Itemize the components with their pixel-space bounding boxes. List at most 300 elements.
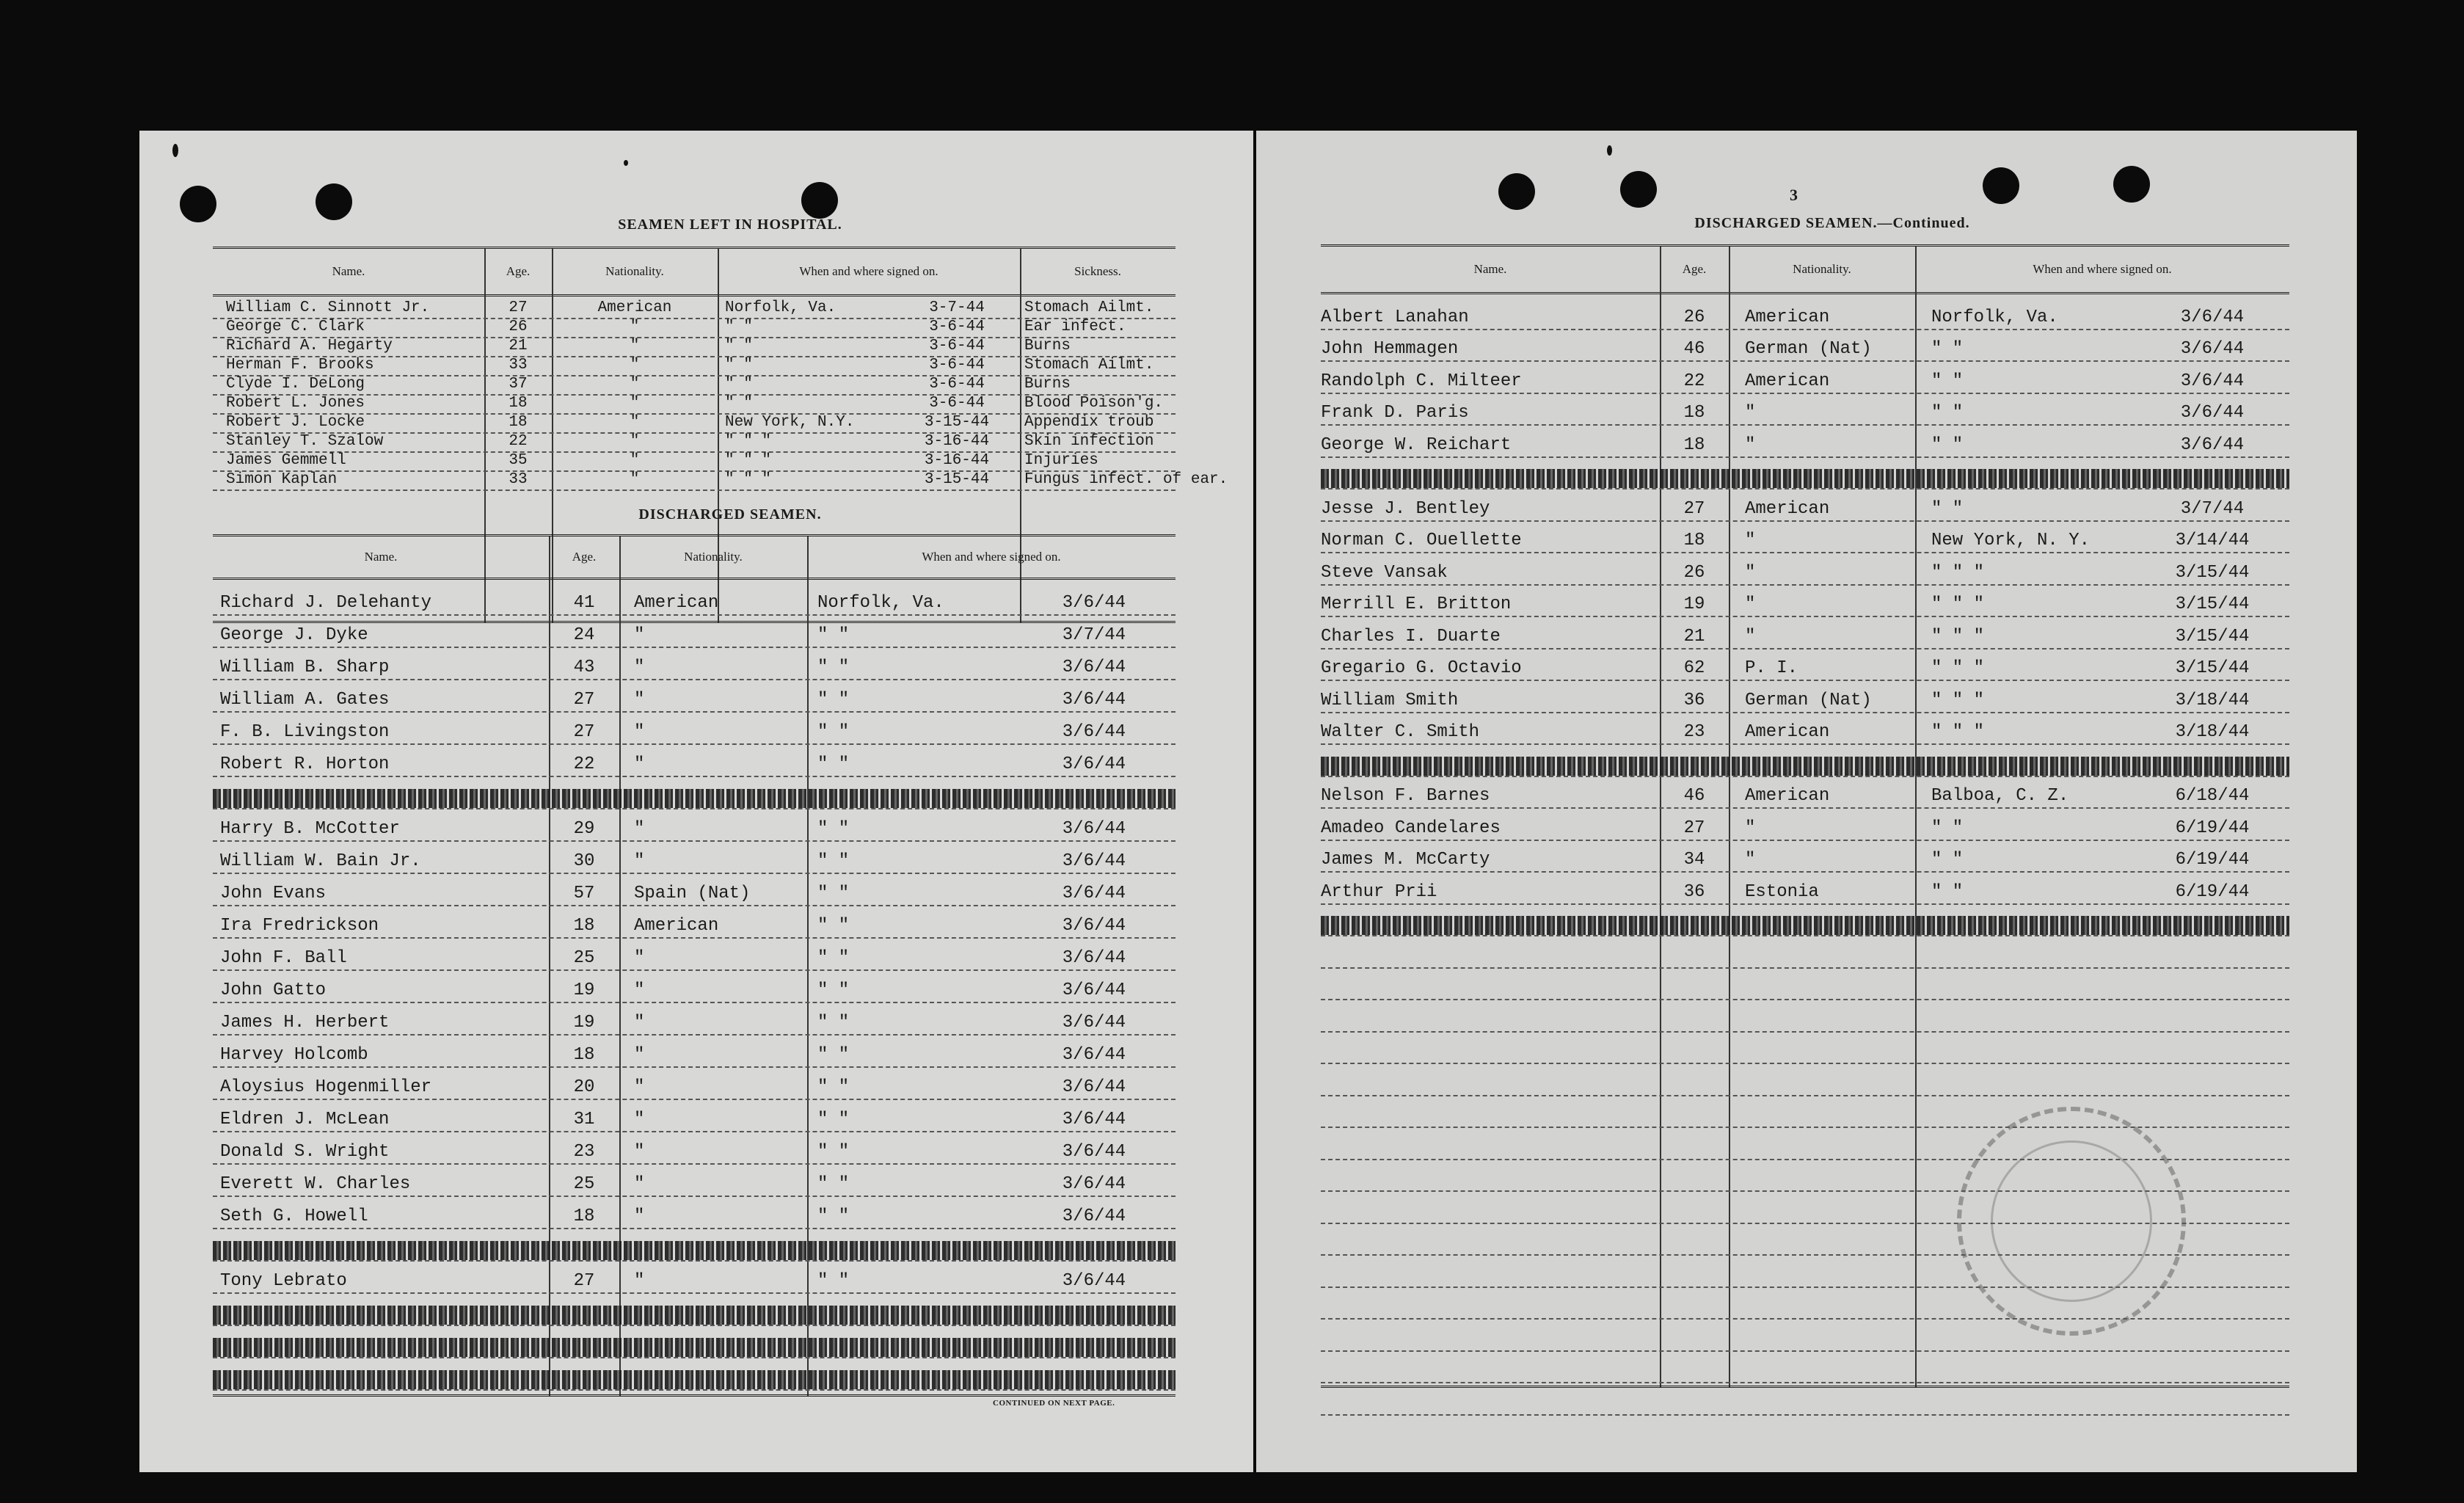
cell-nationality: German (Nat) <box>1745 339 1872 359</box>
table-row <box>213 647 1175 680</box>
cell-nationality: " <box>634 625 645 645</box>
cell-age: 27 <box>509 299 528 316</box>
cell-signed-place <box>1915 1031 2151 1063</box>
cell-age <box>1660 1095 1729 1127</box>
cell-age: 18 <box>1683 403 1705 423</box>
cell-age <box>1660 1031 1729 1063</box>
struck-out-entry <box>1321 916 2289 935</box>
cell-nationality <box>1729 1287 1931 1319</box>
cell-signed-place: Balboa, C. Z. <box>1931 786 2069 806</box>
cell-name: Arthur Prii <box>1321 881 1437 902</box>
cell-name <box>1321 1190 1660 1223</box>
cell-name <box>1321 967 1660 1000</box>
cell-signed-place: New York, N.Y. <box>725 414 855 431</box>
cell-signed-date: 6/19/44 <box>2175 881 2250 902</box>
cell-signed-date: 3-15-44 <box>924 471 990 488</box>
cell-sickness: Appendix troub <box>1024 414 1154 431</box>
cell-name: William B. Sharp <box>220 658 390 677</box>
cell-signed-date: 3/7/44 <box>1062 625 1126 645</box>
table-row <box>1321 488 2289 522</box>
table-row <box>213 1196 1175 1229</box>
cell-nationality <box>1729 935 1931 967</box>
cell-signed-place <box>1915 935 2151 967</box>
cell-nationality: " <box>634 1077 645 1097</box>
cell-age: 19 <box>1683 594 1705 614</box>
cell-name <box>1321 1254 1660 1287</box>
cell-signed-date: 3-6-44 <box>929 395 985 412</box>
cell-age: 36 <box>1683 881 1705 902</box>
cell-age: 18 <box>573 1045 595 1065</box>
cell-signed-place <box>1915 1350 2151 1383</box>
cell-age: 23 <box>1683 722 1705 742</box>
cell-nationality: " <box>630 319 640 335</box>
table-row <box>213 582 1175 616</box>
cell-signed-date: 3-6-44 <box>929 338 985 354</box>
cell-name: Amadeo Candelares <box>1321 818 1501 838</box>
table-row <box>1321 743 2289 777</box>
cell-nationality <box>1729 1031 1931 1063</box>
cell-signed-place: " " <box>1931 850 1964 870</box>
table-row <box>1321 329 2289 363</box>
cell-signed-date: 3-7-44 <box>929 299 985 316</box>
cell-name: Albert Lanahan <box>1321 307 1469 327</box>
cell-signed-place: " " <box>817 980 850 1000</box>
table-row <box>213 375 1175 396</box>
header-name: Name. <box>364 550 398 564</box>
cell-signed-place: " " <box>1931 339 1964 359</box>
cell-signed-date: 3-15-44 <box>924 414 990 431</box>
cell-name: George J. Dyke <box>220 625 368 645</box>
table-row <box>213 776 1175 809</box>
cell-name: William W. Bain Jr. <box>220 851 421 871</box>
cell-name <box>1321 1159 1660 1191</box>
table-row <box>1321 680 2289 713</box>
cell-signed-place: " " <box>1931 881 1964 902</box>
cell-signed-place: " " <box>817 851 850 871</box>
cell-age: 21 <box>509 338 528 354</box>
cell-sickness: Burns <box>1024 376 1071 393</box>
speck <box>172 144 178 157</box>
cell-age <box>1660 1127 1729 1159</box>
cell-nationality: Estonia <box>1745 881 1819 902</box>
cell-age: 33 <box>509 471 528 488</box>
cell-age: 26 <box>1683 562 1705 583</box>
table-row <box>1321 584 2289 618</box>
table-row <box>1321 1031 2289 1065</box>
cell-name: John F. Ball <box>220 948 347 968</box>
cell-signed-date: 3/6/44 <box>1062 1271 1126 1291</box>
cell-signed-date: 3/15/44 <box>2175 594 2250 614</box>
punch-hole <box>2113 166 2150 203</box>
table-row <box>213 711 1175 745</box>
cell-age: 57 <box>573 884 595 903</box>
table-row <box>213 299 1175 319</box>
header-name: Name. <box>332 264 365 278</box>
cell-nationality: " <box>1745 403 1756 423</box>
cell-nationality: American <box>1745 722 1830 742</box>
cell-name: Robert L. Jones <box>226 395 365 412</box>
punch-hole <box>801 182 838 219</box>
cell-signed-place: " " <box>1931 818 1964 838</box>
cell-age <box>1660 1287 1729 1319</box>
cell-name: William A. Gates <box>220 690 390 710</box>
cell-age: 27 <box>573 722 595 742</box>
cell-name <box>1321 1318 1660 1350</box>
header-age: Age. <box>1682 262 1707 276</box>
cell-age <box>1660 935 1729 967</box>
punch-hole <box>316 183 352 220</box>
struck-out-entry <box>1321 469 2289 488</box>
table-row <box>213 1066 1175 1100</box>
circular-stamp <box>1957 1107 2186 1336</box>
header-signed-on: When and where signed on. <box>922 550 1061 564</box>
cell-nationality <box>1729 1063 1931 1095</box>
table-row <box>213 1034 1175 1068</box>
cell-nationality <box>1729 1254 1931 1287</box>
cell-signed-place: " " " <box>725 471 772 488</box>
cell-name: Steve Vansak <box>1321 562 1448 583</box>
cell-name: Harry B. McCotter <box>220 819 400 839</box>
table-row <box>1321 871 2289 905</box>
cell-signed-date: 3/18/44 <box>2175 722 2250 742</box>
table-bottom-rule <box>213 1394 1175 1397</box>
cell-age: 22 <box>509 433 528 450</box>
cell-signed-date: 3/6/44 <box>1062 1174 1126 1194</box>
table-row <box>1321 712 2289 746</box>
table-row <box>1321 393 2289 426</box>
header-signed-on: When and where signed on. <box>2033 262 2172 276</box>
cell-name: Stanley T. Szalow <box>226 433 384 450</box>
header-nationality: Nationality. <box>605 264 664 278</box>
table-row <box>213 937 1175 971</box>
cell-signed-date: 3-6-44 <box>929 376 985 393</box>
cell-name: Harvey Holcomb <box>220 1045 368 1065</box>
cell-name: George C. Clark <box>226 319 365 335</box>
cell-nationality: " <box>634 1110 645 1129</box>
cell-name <box>1321 1031 1660 1063</box>
header-nationality: Nationality. <box>1793 262 1851 276</box>
cell-signed-place: " " <box>817 625 850 645</box>
cell-name: William C. Sinnott Jr. <box>226 299 430 316</box>
table-row <box>213 1357 1175 1391</box>
cell-signed-date: 3/6/44 <box>1062 1045 1126 1065</box>
cell-nationality: P. I. <box>1745 658 1798 678</box>
cell-signed-place: " " <box>1931 403 1964 423</box>
cell-name: Walter C. Smith <box>1321 722 1480 742</box>
cell-nationality: " <box>634 754 645 774</box>
cell-nationality: American <box>597 299 672 316</box>
cell-nationality: " <box>1745 626 1756 647</box>
cell-signed-date: 3-6-44 <box>929 357 985 374</box>
cell-age: 18 <box>573 916 595 936</box>
table-row <box>1321 552 2289 586</box>
cell-nationality <box>1729 1127 1931 1159</box>
table-row <box>213 1131 1175 1165</box>
struck-out-entry <box>213 1338 1175 1357</box>
cell-nationality: " <box>634 1207 645 1226</box>
table-row <box>1321 520 2289 554</box>
cell-signed-date: 3/6/44 <box>1062 1013 1126 1033</box>
cell-signed-date: 3/6/44 <box>1062 916 1126 936</box>
cell-sickness: Stomach Ailmt. <box>1024 357 1154 374</box>
header-age: Age. <box>572 550 597 564</box>
cell-age: 27 <box>1683 818 1705 838</box>
discharged-table <box>213 534 1175 1397</box>
cell-nationality: " <box>634 819 645 839</box>
cell-nationality <box>1729 967 1931 1000</box>
table-row <box>1321 807 2289 841</box>
cell-nationality: American <box>1745 498 1830 519</box>
cell-signed-date: 3/6/44 <box>2180 403 2245 423</box>
cell-signed-place: " " <box>817 1013 850 1033</box>
table-row <box>213 1228 1175 1262</box>
cell-sickness: Fungus infect. of ear. <box>1024 471 1228 488</box>
cell-signed-date: 3/18/44 <box>2175 690 2250 710</box>
cell-signed-date <box>2135 999 2289 1031</box>
cell-name: Norman C. Ouellette <box>1321 531 1522 550</box>
cell-name: James H. Herbert <box>220 1013 390 1033</box>
cell-name <box>1321 1287 1660 1319</box>
cell-nationality: American <box>1745 786 1830 806</box>
cell-age: 41 <box>573 593 595 613</box>
cell-signed-place: " " " <box>1931 722 1985 742</box>
cell-nationality <box>1729 1190 1931 1223</box>
cell-signed-place: " " <box>725 376 753 393</box>
cell-age <box>1660 1063 1729 1095</box>
cell-age: 31 <box>573 1110 595 1129</box>
punch-hole <box>1498 173 1535 210</box>
cell-age <box>1660 967 1729 1000</box>
cell-nationality: " <box>1745 594 1756 614</box>
cell-signed-place: Norfolk, Va. <box>1931 307 2058 327</box>
cell-age: 36 <box>1683 690 1705 710</box>
cell-name: Clyde I. DeLong <box>226 376 365 393</box>
cell-signed-date <box>2135 935 2289 967</box>
cell-age <box>1660 1254 1729 1287</box>
cell-name: Robert R. Horton <box>220 754 390 774</box>
cell-signed-place: " " <box>817 722 850 742</box>
table-row <box>213 743 1175 777</box>
cell-age: 25 <box>573 948 595 968</box>
table-row <box>213 873 1175 906</box>
cell-age <box>1660 1318 1729 1350</box>
cell-signed-date <box>2135 967 2289 1000</box>
cell-name: Merrill E. Britton <box>1321 594 1512 614</box>
cell-age: 37 <box>509 376 528 393</box>
cell-nationality <box>1729 1318 1931 1350</box>
cell-signed-place: " " <box>725 395 753 412</box>
cell-nationality: American <box>634 593 719 613</box>
header-name: Name. <box>1473 262 1507 276</box>
cell-signed-place: " " <box>817 658 850 677</box>
cell-sickness: Stomach Ailmt. <box>1024 299 1154 316</box>
cell-signed-date: 3/6/44 <box>1062 754 1126 774</box>
struck-out-entry <box>1321 757 2289 776</box>
cell-age: 27 <box>1683 498 1705 519</box>
cell-age: 34 <box>1683 850 1705 870</box>
cell-signed-place: " " <box>817 1271 850 1291</box>
cell-nationality: " <box>634 1174 645 1194</box>
header-signed-on: When and where signed on. <box>799 264 938 278</box>
cell-nationality <box>1729 1223 1931 1255</box>
cell-signed-date: 3/6/44 <box>1062 593 1126 613</box>
table-row <box>213 614 1175 648</box>
cell-signed-date: 3/15/44 <box>2175 562 2250 583</box>
cell-name: Eldren J. McLean <box>220 1110 390 1129</box>
cell-name: Everett W. Charles <box>220 1174 411 1194</box>
cell-name: Aloysius Hogenmiller <box>220 1077 432 1097</box>
header-age: Age. <box>506 264 531 278</box>
cell-signed-date <box>2135 1318 2289 1350</box>
cell-signed-date: 3-16-44 <box>924 452 990 469</box>
cell-signed-place: " " <box>725 357 753 374</box>
cell-signed-date: 3/6/44 <box>1062 884 1126 903</box>
cell-name: Gregario G. Octavio <box>1321 658 1522 678</box>
cell-age: 25 <box>573 1174 595 1194</box>
cell-nationality: " <box>634 658 645 677</box>
table-row <box>1321 1095 2289 1129</box>
cell-signed-place: " " <box>817 948 850 968</box>
cell-age <box>1660 1223 1729 1255</box>
cell-age: 22 <box>1683 371 1705 391</box>
cell-age <box>1660 999 1729 1031</box>
cell-signed-place: Norfolk, Va. <box>817 593 944 613</box>
cell-name: James M. McCarty <box>1321 850 1490 870</box>
cell-signed-place <box>1915 1063 2151 1095</box>
cell-signed-date: 3/6/44 <box>1062 819 1126 839</box>
table-row <box>1321 967 2289 1001</box>
struck-out-entry <box>213 789 1175 808</box>
cell-signed-place: Norfolk, Va. <box>725 299 836 316</box>
cell-name: Simon Kaplan <box>226 471 338 488</box>
cell-name: Tony Lebrato <box>220 1271 347 1291</box>
cell-signed-date: 6/19/44 <box>2175 850 2250 870</box>
cell-name: Charles I. Duarte <box>1321 626 1501 647</box>
cell-age: 24 <box>573 625 595 645</box>
cell-signed-place: " " <box>725 338 753 354</box>
table-row <box>213 356 1175 376</box>
cell-signed-place <box>1915 967 2151 1000</box>
cell-age <box>1660 1190 1729 1223</box>
cell-age: 46 <box>1683 786 1705 806</box>
cell-age: 27 <box>573 1271 595 1291</box>
table-row <box>1321 1318 2289 1352</box>
table-row <box>1321 999 2289 1033</box>
cell-name <box>1321 1095 1660 1127</box>
cell-nationality: " <box>630 414 640 431</box>
cell-signed-date: 6/19/44 <box>2175 818 2250 838</box>
cell-age: 21 <box>1683 626 1705 647</box>
table-row <box>213 337 1175 357</box>
cell-signed-place: " " " <box>1931 562 1985 583</box>
cell-signed-date: 3/6/44 <box>1062 1077 1126 1097</box>
cell-signed-date: 3/6/44 <box>1062 851 1126 871</box>
cell-signed-date: 3/6/44 <box>2180 371 2245 391</box>
speck <box>624 160 628 166</box>
cell-signed-place: " " " <box>725 452 772 469</box>
table-row <box>1321 840 2289 873</box>
cell-age: 18 <box>1683 531 1705 550</box>
cell-nationality: " <box>1745 434 1756 455</box>
cell-name: Donald S. Wright <box>220 1142 390 1162</box>
cell-name <box>1321 1223 1660 1255</box>
cell-signed-place: " " " <box>725 433 772 450</box>
table-row <box>213 470 1228 491</box>
cell-age: 26 <box>1683 307 1705 327</box>
cell-nationality: " <box>630 471 640 488</box>
discharged-table-header <box>213 536 1175 580</box>
cell-signed-place: " " <box>817 1077 850 1097</box>
cell-nationality: " <box>634 851 645 871</box>
cell-nationality: " <box>634 948 645 968</box>
cell-nationality: Spain (Nat) <box>634 884 751 903</box>
table-row <box>1321 424 2289 458</box>
cell-signed-date: 3/15/44 <box>2175 626 2250 647</box>
cell-nationality: " <box>1745 818 1756 838</box>
cell-signed-date: 3/6/44 <box>2180 307 2245 327</box>
cell-age: 18 <box>573 1207 595 1226</box>
cell-signed-date: 3-16-44 <box>924 433 990 450</box>
punch-hole <box>1983 167 2019 204</box>
cell-name: Seth G. Howell <box>220 1207 368 1226</box>
cell-signed-place: " " <box>817 884 850 903</box>
cell-age <box>1660 1350 1729 1383</box>
cell-signed-place: " " <box>1931 371 1964 391</box>
cell-name: Ira Fredrickson <box>220 916 379 936</box>
cell-signed-place: " " <box>817 819 850 839</box>
cell-age: 30 <box>573 851 595 871</box>
cell-signed-place: " " <box>817 1045 850 1065</box>
cell-age: 20 <box>573 1077 595 1097</box>
cell-nationality: German (Nat) <box>1745 690 1872 710</box>
cell-name: F. B. Livingston <box>220 722 390 742</box>
table-row <box>213 969 1175 1003</box>
cell-nationality: American <box>1745 307 1830 327</box>
cell-signed-date: 3/6/44 <box>1062 1142 1126 1162</box>
table-row <box>1321 360 2289 394</box>
table-row <box>213 1099 1175 1132</box>
cell-signed-place: " " <box>817 916 850 936</box>
table-row <box>1321 903 2289 937</box>
struck-out-entry <box>213 1370 1175 1389</box>
cell-age: 43 <box>573 658 595 677</box>
table-row <box>213 905 1175 939</box>
struck-out-entry <box>213 1241 1175 1260</box>
table-row <box>1321 1063 2289 1096</box>
cell-signed-place: " " <box>817 1207 850 1226</box>
punch-hole <box>1620 171 1657 208</box>
cell-name: Richard J. Delehanty <box>220 593 432 613</box>
header-sickness: Sickness. <box>1074 264 1121 278</box>
cell-name: George W. Reichart <box>1321 434 1512 455</box>
cell-signed-date: 3/7/44 <box>2180 498 2245 519</box>
cell-signed-date <box>2135 1350 2289 1383</box>
cell-signed-place: " " " <box>1931 594 1985 614</box>
cell-signed-date: 3/6/44 <box>1062 722 1126 742</box>
page-number: 3 <box>1790 186 1798 204</box>
cell-nationality: " <box>634 1271 645 1291</box>
table-row <box>1321 648 2289 682</box>
table-row <box>1321 296 2289 330</box>
cell-signed-place <box>1915 999 2151 1031</box>
cell-name: Richard A. Hegarty <box>226 338 393 354</box>
cell-name: John Gatto <box>220 980 327 1000</box>
cell-nationality: " <box>634 1045 645 1065</box>
table-row <box>213 318 1175 338</box>
cell-age: 19 <box>573 1013 595 1033</box>
cell-sickness: Ear infect. <box>1024 319 1126 335</box>
cell-nationality <box>1729 1095 1931 1127</box>
